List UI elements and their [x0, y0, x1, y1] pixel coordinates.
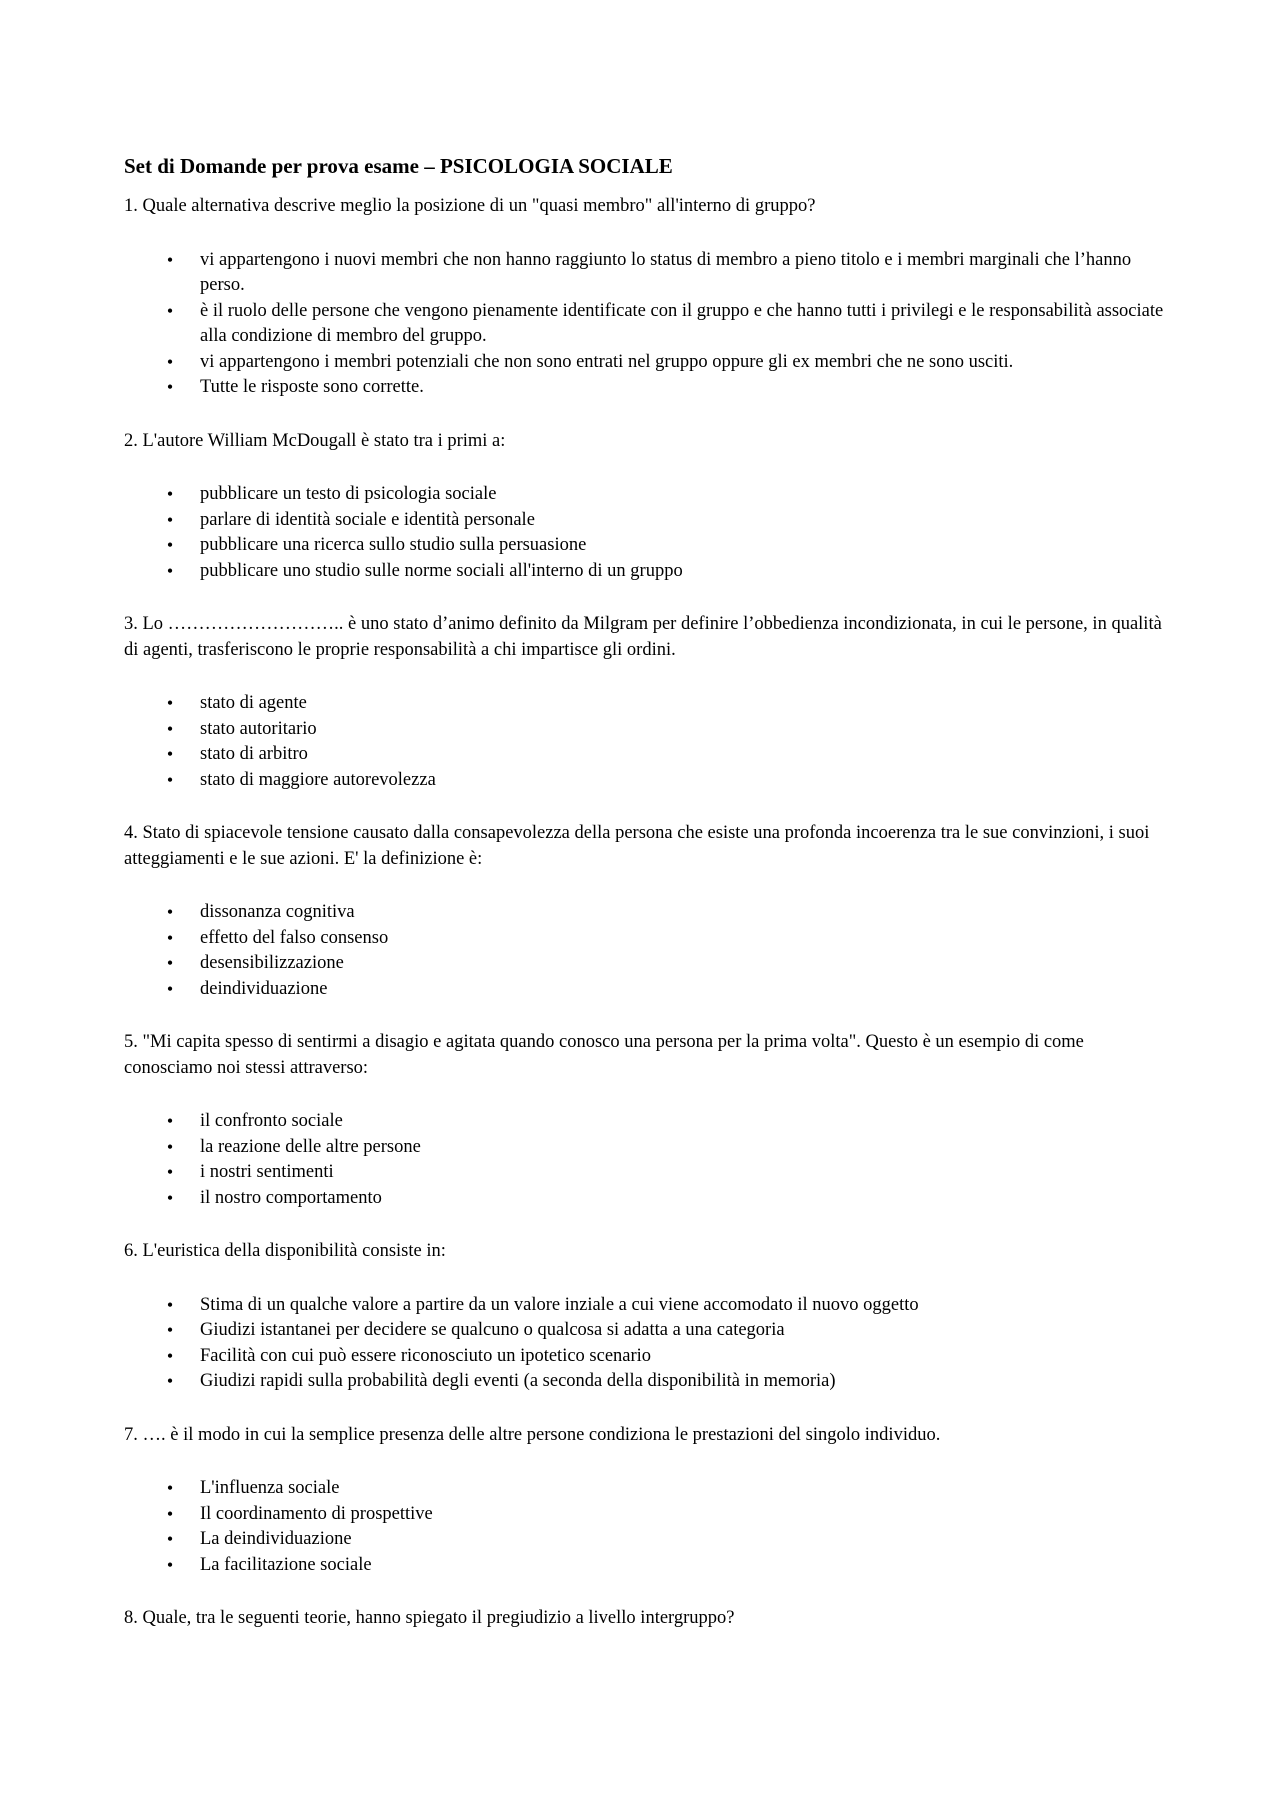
answer-option [166, 900, 1164, 926]
answer-options [124, 1109, 1164, 1211]
answer-option [166, 926, 1164, 952]
question-2 [124, 429, 1164, 585]
bullet-icon: • [166, 902, 174, 922]
bullet-icon: • [166, 927, 174, 948]
bullet-icon: • [166, 300, 174, 321]
question-text: 5. "Mi capita spesso di sentirmi a disagio e agitata quando conosco una persona per la prima volta". Questo è un esempio di come conosciamo noi stessi attraverso: [124, 1032, 1084, 1078]
answer-option-text: effetto del falso consenso [200, 927, 389, 948]
bullet-icon: • [166, 718, 174, 739]
answer-option-text: stato di agente [200, 693, 307, 713]
answer-option [166, 1318, 1164, 1344]
bullet-icon: • [166, 1345, 174, 1366]
answer-option-text: Giudizi istantanei per decidere se qualcuno o qualcosa si adatta a una categoria [200, 1320, 785, 1340]
question-8 [124, 1606, 1164, 1632]
bullet-icon: • [166, 1320, 174, 1340]
answer-option-text: La deindividuazione [200, 1529, 352, 1549]
question-text: 3. Lo ……………………….. è uno stato d’animo definito da Milgram per definire l’obbedienza incondizionata, in cui le persone, in qualità di agenti, trasferiscono le proprie responsabilità a chi impartisce gli ordini. [124, 614, 1162, 660]
answer-option-text: pubblicare uno studio sulle norme sociali all'interno di un gruppo [200, 560, 683, 581]
answer-option [166, 1344, 1164, 1370]
answer-option-text: parlare di identità sociale e identità personale [200, 509, 535, 530]
question-3 [124, 612, 1164, 793]
bullet-icon: • [166, 1136, 174, 1157]
question-list [124, 194, 1164, 1632]
bullet-icon: • [166, 509, 174, 530]
question-text: 1. Quale alternativa descrive meglio la posizione di un "quasi membro" all'interno di gruppo? [124, 196, 816, 216]
answer-option-text: la reazione delle altre persone [200, 1136, 421, 1157]
answer-option-text: stato di arbitro [200, 744, 308, 764]
answer-option [166, 1109, 1164, 1135]
answer-option-text: L'influenza sociale [200, 1478, 340, 1498]
bullet-icon: • [166, 1187, 174, 1208]
bullet-icon: • [166, 1478, 174, 1498]
question-text: 6. L'euristica della disponibilità consiste in: [124, 1241, 446, 1261]
answer-option-text: il nostro comportamento [200, 1187, 382, 1208]
answer-option-text: Giudizi rapidi sulla probabilità degli eventi (a seconda della disponibilità in memoria) [200, 1371, 836, 1391]
answer-option-text: Il coordinamento di prospettive [200, 1503, 433, 1524]
answer-option [166, 350, 1164, 376]
bullet-icon: • [166, 535, 174, 555]
answer-option [166, 1476, 1164, 1502]
document-title: Set di Domande per prova esame – PSICOLOGIA SOCIALE [124, 154, 673, 178]
question-5 [124, 1030, 1164, 1211]
bullet-icon: • [166, 693, 174, 713]
answer-option-text: La facilitazione sociale [200, 1554, 372, 1575]
answer-option-text: è il ruolo delle persone che vengono pienamente identificate con il gruppo e che hanno tutti i privilegi e le responsabilità associate alla condizione di membro del gruppo. [200, 300, 1164, 346]
answer-options [124, 691, 1164, 793]
answer-option-text: Stima di un qualche valore a partire da un valore inziale a cui viene accomodato il nuovo oggetto [200, 1294, 919, 1315]
answer-option [166, 1502, 1164, 1528]
answer-option-text: vi appartengono i nuovi membri che non hanno raggiunto lo status di membro a pieno titolo e i membri marginali che l’hanno perso. [200, 249, 1132, 295]
question-text: 4. Stato di spiacevole tensione causato dalla consapevolezza della persona che esiste una profonda incoerenza tra le sue convinzioni, i suoi atteggiamenti e le sue azioni. E' la definizione è: [124, 823, 1150, 869]
answer-option [166, 299, 1164, 350]
question-6 [124, 1239, 1164, 1395]
answer-options [124, 1293, 1164, 1395]
bullet-icon: • [166, 1554, 174, 1575]
answer-options [124, 248, 1164, 401]
bullet-icon: • [166, 744, 174, 764]
answer-option [166, 559, 1164, 585]
question-4 [124, 821, 1164, 1002]
question-text: 8. Quale, tra le seguenti teorie, hanno spiegato il pregiudizio a livello intergruppo? [124, 1608, 735, 1628]
bullet-icon: • [166, 953, 174, 973]
answer-option [166, 533, 1164, 559]
bullet-icon: • [166, 1294, 174, 1315]
answer-option [166, 1160, 1164, 1186]
question-7 [124, 1423, 1164, 1579]
answer-option [166, 1293, 1164, 1319]
answer-option [166, 1135, 1164, 1161]
answer-option [166, 1527, 1164, 1553]
bullet-icon: • [166, 377, 174, 397]
answer-option-text: stato autoritario [200, 718, 317, 739]
bullet-icon: • [166, 1111, 174, 1131]
answer-option [166, 768, 1164, 794]
question-text: 2. L'autore William McDougall è stato tra i primi a: [124, 430, 506, 451]
answer-option [166, 248, 1164, 299]
answer-option [166, 1186, 1164, 1212]
answer-option-text: deindividuazione [200, 978, 328, 999]
bullet-icon: • [166, 1162, 174, 1182]
answer-option-text: pubblicare una ricerca sullo studio sulla persuasione [200, 535, 587, 555]
answer-option [166, 482, 1164, 508]
answer-option [166, 717, 1164, 743]
answer-option [166, 375, 1164, 401]
answer-option-text: vi appartengono i membri potenziali che non sono entrati nel gruppo oppure gli ex membri che ne sono usciti. [200, 351, 1014, 372]
bullet-icon: • [166, 769, 174, 790]
answer-option [166, 508, 1164, 534]
bullet-icon: • [166, 249, 174, 270]
bullet-icon: • [166, 560, 174, 581]
bullet-icon: • [166, 978, 174, 999]
answer-option-text: Tutte le risposte sono corrette. [200, 377, 424, 397]
question-1 [124, 194, 1164, 401]
answer-option-text: stato di maggiore autorevolezza [200, 769, 436, 790]
answer-option-text: dissonanza cognitiva [200, 902, 355, 922]
answer-option [166, 742, 1164, 768]
answer-options [124, 1476, 1164, 1578]
answer-option [166, 1369, 1164, 1395]
bullet-icon: • [166, 1529, 174, 1549]
answer-option-text: desensibilizzazione [200, 953, 344, 973]
document-page [124, 152, 1164, 1660]
answer-option-text: il confronto sociale [200, 1111, 343, 1131]
bullet-icon: • [166, 1503, 174, 1524]
bullet-icon: • [166, 351, 174, 372]
answer-option-text: i nostri sentimenti [200, 1162, 334, 1182]
bullet-icon: • [166, 1371, 174, 1391]
answer-option [166, 1553, 1164, 1579]
answer-options [124, 482, 1164, 584]
answer-option [166, 691, 1164, 717]
answer-option [166, 951, 1164, 977]
answer-options [124, 900, 1164, 1002]
answer-option [166, 977, 1164, 1003]
question-text: 7. …. è il modo in cui la semplice presenza delle altre persone condiziona le prestazioni del singolo individuo. [124, 1424, 941, 1445]
answer-option-text: pubblicare un testo di psicologia sociale [200, 484, 497, 504]
answer-option-text: Facilità con cui può essere riconosciuto un ipotetico scenario [200, 1345, 652, 1366]
bullet-icon: • [166, 484, 174, 504]
